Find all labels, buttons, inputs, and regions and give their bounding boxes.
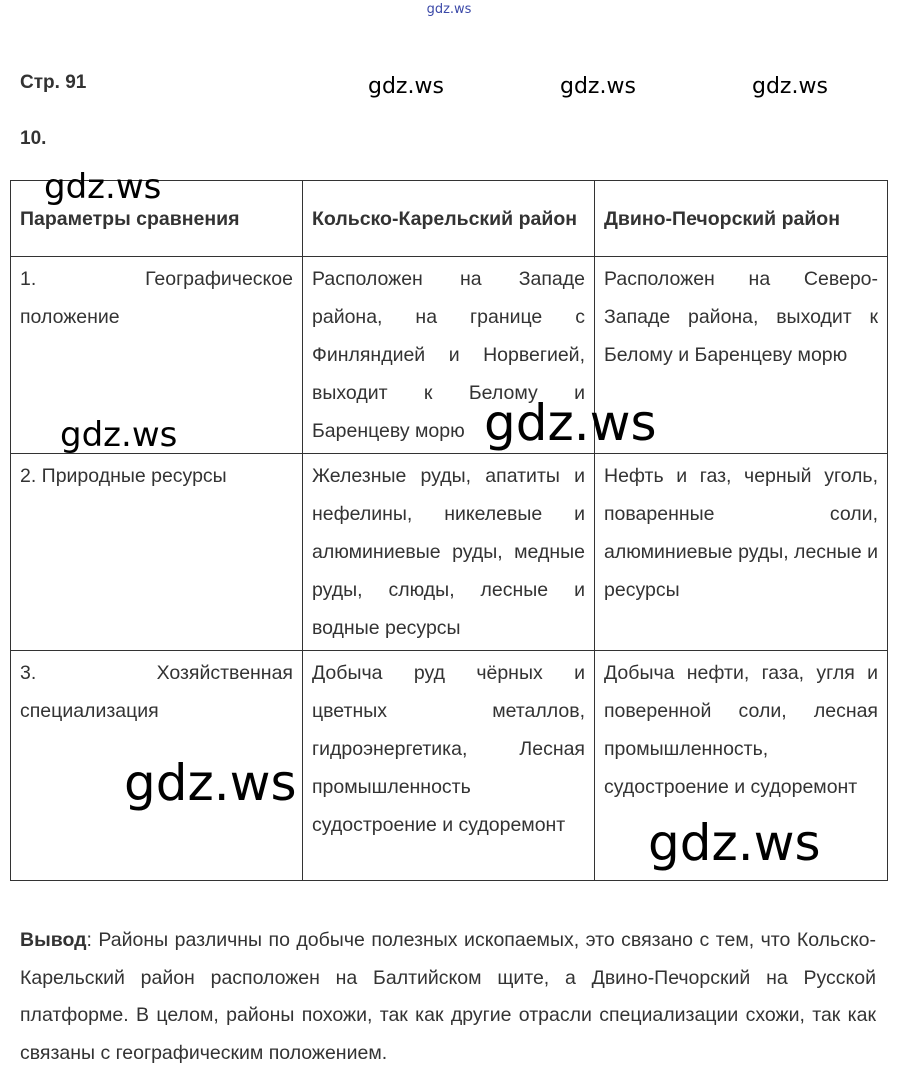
dvina-cell: Расположен на Северо-Западе района, выходит к Белому и Баренцеву морю [595, 257, 888, 454]
kola-cell: Добыча руд чёрных и цветных металлов, гидроэнергетика, Лесная промышленность судостроение и судоремонт [303, 651, 595, 881]
table-row [11, 454, 888, 651]
task-number: 10. [20, 128, 47, 149]
conclusion-text: : Районы различны по добыче полезных ископаемых, это связано с тем, что Кольско-Карельский район расположен на Балтийском щите, а Двино-Печорский на Русской платформе. В целом, районы похожи, так как другие отрасли специализации схожи, так как связаны с географическим положением. [20, 929, 876, 1064]
kola-cell: Расположен на Западе района, на границе с Финляндией и Норвегией, выходит к Белому и Баренцеву морю [303, 257, 595, 454]
watermark: gdz.ws [44, 167, 162, 207]
kola-cell: Железные руды, апатиты и нефелины, никелевые и алюминиевые руды, медные руды, слюды, лесные и водные ресурсы [303, 454, 595, 651]
param-cell: 1. Географическое положение [11, 257, 303, 454]
param-cell: 3. Хозяйственная специализация [11, 651, 303, 881]
header-parameters: Параметры сравнения [11, 181, 303, 257]
param-cell: 2. Природные ресурсы [11, 454, 303, 651]
header-dvina-pechora: Двино-Печорский район [595, 181, 888, 257]
dvina-cell: Нефть и газ, черный уголь, поваренные соли, алюминиевые руды, лесные и ресурсы [595, 454, 888, 651]
watermark: gdz.ws [648, 814, 821, 872]
conclusion-label: Вывод [20, 929, 87, 951]
header-kola-karelian: Кольско-Карельский район [303, 181, 595, 257]
watermark: gdz.ws [368, 74, 444, 99]
page-label: Стр. 91 [20, 72, 87, 93]
watermark: gdz.ws [752, 74, 828, 99]
conclusion-paragraph [20, 922, 876, 1072]
site-top-link[interactable]: gdz.ws [426, 2, 472, 17]
watermark: gdz.ws [124, 754, 297, 812]
dvina-cell: Добыча нефти, газа, угля и поверенной соли, лесная промышленность, судостроение и судоремонт [595, 651, 888, 881]
watermark: gdz.ws [60, 415, 178, 455]
watermark: gdz.ws [560, 74, 636, 99]
watermark: gdz.ws [484, 394, 657, 452]
